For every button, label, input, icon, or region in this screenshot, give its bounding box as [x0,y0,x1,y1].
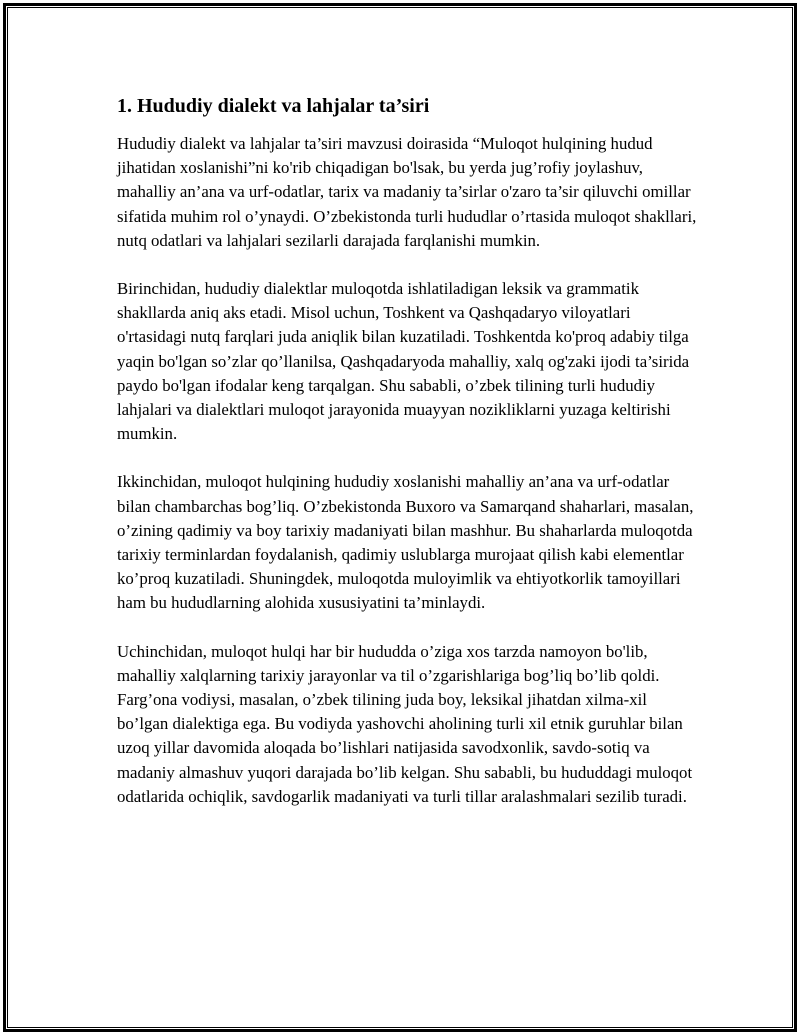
paragraph-second: Ikkinchidan, muloqot hulqining hududiy xoslanishi mahalliy an’ana va urf-odatlar bilan chambarchas bog’liq. O’zbekistonda Buxoro va Samarqand shaharlari, masalan, o’zining qadimiy va boy tarixiy madaniyati bilan mashhur. Bu shaharlarda muloqotda tarixiy terminlardan foydalanish, qadimiy uslublarga murojaat qilish kabi elementlar ko’proq kuzatiladi. Shuningdek, muloqotda muloyimlik va ehtiyotkorlik tamoyillari ham bu hududlarning alohida xususiyatini ta’minlaydi. [117,472,694,613]
document-body [117,92,697,833]
paragraph-third: Uchinchidan, muloqot hulqi har bir hududda o’ziga xos tarzda namoyon bo'lib, mahalliy xalqlarning tarixiy jarayonlar va til o’zgarishlariga bog’liq bo’lib qoldi. Farg’ona vodiysi, masalan, o’zbek tilining juda boy, leksikal jihatdan xilma-xil bo’lgan dialektiga ega. Bu vodiyda yashovchi aholining turli xil etnik guruhlar bilan uzoq yillar davomida aloqada bo’lishlari natijasida savodxonlik, savdo-sotiq va madaniy almashuv yuqori darajada bo’lib kelgan. Shu sababli, bu hududdagi muloqot odatlarida ochiqlik, savdogarlik madaniyati va turli tillar aralashmalari sezilib turadi. [117,641,693,806]
section-heading: 1. Hududiy dialekt va lahjalar ta’siri [117,95,430,117]
paragraph-intro: Hududiy dialekt va lahjalar ta’siri mavzusi doirasida “Muloqot hulqining hudud jihatidan xoslanishi”ni ko'rib chiqadigan bo'lsak, bu yerda jug’rofiy joylashuv, mahalliy an’ana va urf-odatlar, tarix va madaniy ta’sirlar o'zaro ta’sir qiluvchi omillar sifatida muhim rol o’ynaydi. O’zbekistonda turli hududlar o’rtasida muloqot shakllari, nutq odatlari va lahjalari sezilarli darajada farqlanishi mumkin. [117,134,697,250]
paragraph-first: Birinchidan, hududiy dialektlar muloqotda ishlatiladigan leksik va grammatik shakllarda aniq aks etadi. Misol uchun, Toshkent va Qashqadaryo viloyatlari o'rtasidagi nutq farqlari juda aniqlik bilan kuzatiladi. Toshkentda ko'proq adabiy tilga yaqin bo'lgan so’zlar qo’llanilsa, Qashqadaryoda mahalliy, xalq og'zaki ijodi ta’sirida paydo bo'lgan ifodalar keng tarqalgan. Shu sababli, o’zbek tilining turli hududiy lahjalari va dialektlari muloqot jarayonida muayyan nozikliklarni yuzaga keltirishi mumkin. [117,279,690,444]
